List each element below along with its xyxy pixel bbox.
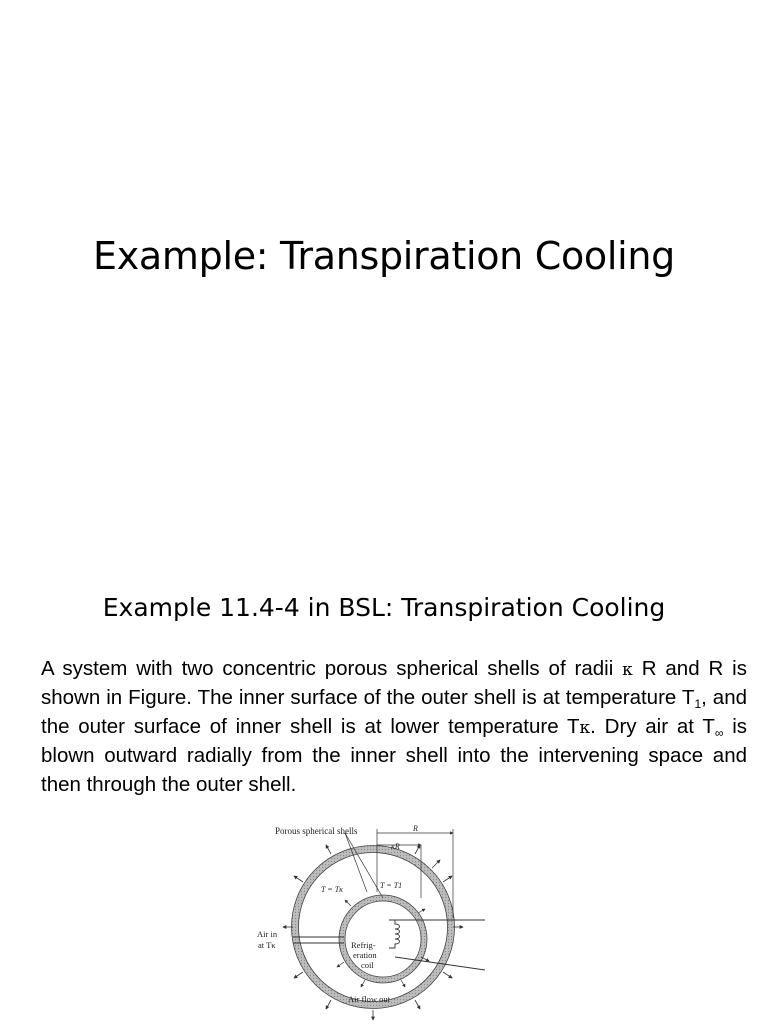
figure-svg — [255, 812, 485, 1024]
label-refrig-2: eration — [353, 950, 377, 960]
spherical-shells-figure — [255, 812, 485, 1024]
label-T-inner: T = Tκ — [321, 885, 343, 894]
label-T-outer: T = T1 — [380, 881, 403, 890]
kappa-symbol: κ — [579, 717, 591, 738]
refrigeration-coil — [389, 920, 485, 970]
para-text-4: . Dry air at T — [590, 714, 715, 738]
para-text-1: A system with two concentric porous spherical shells of radii — [41, 657, 623, 680]
para-text-5: is blown outward radially from the inner shell into the intervening space and then through the outer shell. — [41, 714, 747, 796]
slide-2 — [0, 512, 768, 1024]
problem-description — [41, 655, 747, 799]
label-porous-shells: Porous spherical shells — [275, 826, 358, 836]
slide-heading: Example 11.4-4 in BSL: Transpiration Cooling — [102, 593, 666, 622]
air-in-line — [293, 937, 344, 943]
label-air-in-1: Air in — [257, 929, 278, 939]
label-kappa-R: κR — [391, 842, 400, 851]
label-air-in-2: at Tκ — [258, 940, 276, 950]
label-air-flow-out: Air flow out — [348, 994, 391, 1004]
para-text-2: R and R is shown in Figure. The inner surface of the outer shell is at temperature T — [41, 657, 747, 710]
inner-shell — [342, 898, 424, 980]
label-R: R — [413, 824, 418, 833]
kappa-symbol: κ — [622, 660, 633, 680]
label-refrig-3: coil — [361, 960, 374, 970]
subscript-1: 1 — [694, 697, 702, 712]
para-text-3: , and the outer surface of inner shell is at lower temperature T — [41, 686, 747, 738]
slide-title: Example: Transpiration Cooling — [93, 234, 675, 278]
label-refrig-1: Refrig- — [351, 940, 376, 950]
subscript-infinity: ∞ — [714, 725, 724, 740]
